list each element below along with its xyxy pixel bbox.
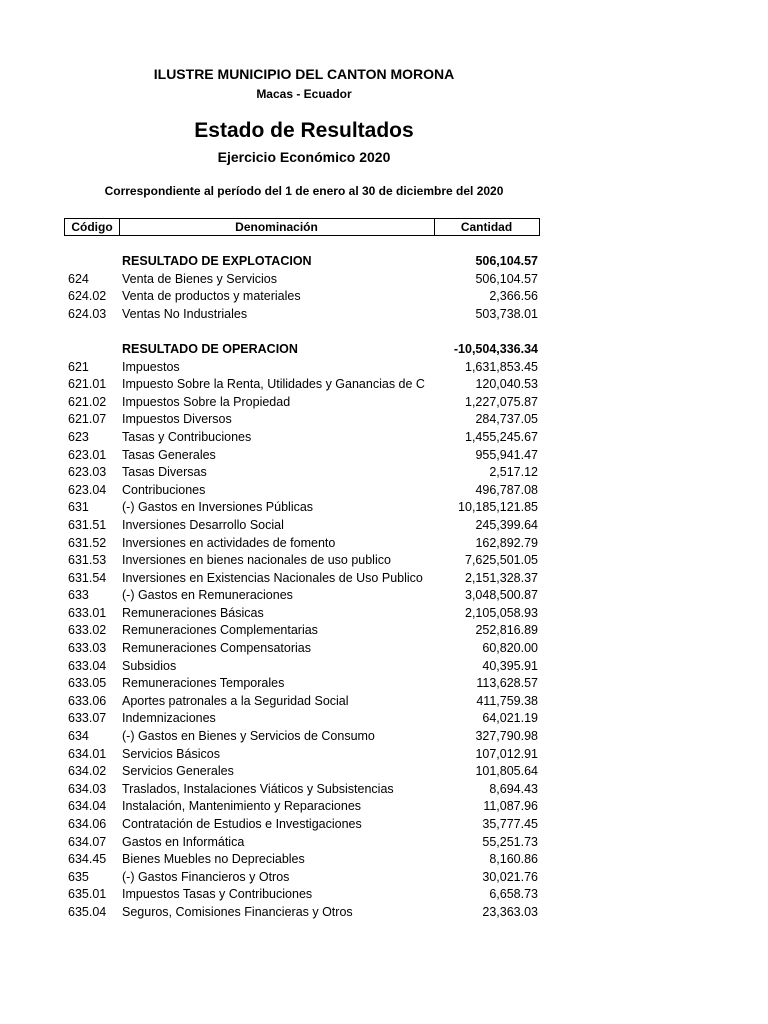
- row-denomination: RESULTADO DE EXPLOTACION: [122, 254, 312, 268]
- row-amount: 503,738.01: [475, 306, 538, 321]
- row-code: 634.07: [68, 834, 107, 849]
- table-row: [0, 622, 768, 640]
- row-amount: 506,104.57: [475, 254, 538, 268]
- row-denomination: Inversiones en actividades de fomento: [122, 535, 336, 550]
- row-code: 621.01: [68, 377, 107, 392]
- table-row: [0, 746, 768, 764]
- row-amount: 1,227,075.87: [465, 394, 538, 409]
- row-code: 621: [68, 359, 89, 374]
- row-amount: 60,820.00: [482, 641, 538, 656]
- row-denomination: Aportes patronales a la Seguridad Social: [122, 693, 349, 708]
- row-denomination: (-) Gastos Financieros y Otros: [122, 869, 290, 884]
- column-header-amount: Cantidad: [460, 220, 513, 234]
- row-denomination: Impuestos: [122, 359, 180, 374]
- row-amount: 30,021.76: [482, 869, 538, 884]
- page-subtitle: Ejercicio Económico 2020: [217, 149, 391, 165]
- row-denomination: Gastos en Informática: [122, 834, 245, 849]
- table-row: [0, 816, 768, 834]
- organization-name: ILUSTRE MUNICIPIO DEL CANTON MORONA: [153, 66, 455, 82]
- row-amount: 113,628.57: [476, 676, 538, 691]
- row-denomination: Impuestos Tasas y Contribuciones: [122, 887, 313, 902]
- period-text: Correspondiente al período del 1 de enero al 30 de diciembre del 2020: [104, 184, 504, 198]
- table-row: [0, 763, 768, 781]
- row-denomination: Tasas Diversas: [122, 465, 207, 480]
- row-code: 634.01: [68, 746, 107, 761]
- row-code: 634.02: [68, 764, 107, 779]
- row-amount: 40,395.91: [482, 658, 538, 673]
- row-amount: 10,185,121.85: [458, 500, 538, 515]
- table-row: [0, 904, 768, 922]
- row-code: 633.05: [68, 676, 107, 691]
- row-amount: 506,104.57: [475, 271, 538, 286]
- row-amount: 2,151,328.37: [465, 570, 538, 585]
- row-code: 623.01: [68, 447, 107, 462]
- table-row: [0, 869, 768, 887]
- table-row: [0, 570, 768, 588]
- row-amount: 1,631,853.45: [465, 359, 538, 374]
- section-total-row: [0, 341, 768, 359]
- table-row: [0, 640, 768, 658]
- row-amount: 2,366.56: [489, 289, 538, 304]
- table-row: [0, 605, 768, 623]
- row-code: 621.02: [68, 394, 107, 409]
- table-row: [0, 359, 768, 377]
- row-amount: 6,658.73: [489, 887, 538, 902]
- table-row: [0, 482, 768, 500]
- row-denomination: Indemnizaciones: [122, 711, 216, 726]
- row-denomination: Remuneraciones Básicas: [122, 605, 264, 620]
- row-amount: 284,737.05: [475, 412, 538, 427]
- row-amount: 252,816.89: [475, 623, 538, 638]
- table-row: [0, 306, 768, 324]
- row-denomination: Servicios Generales: [122, 764, 234, 779]
- page-title: Estado de Resultados: [194, 119, 414, 142]
- row-denomination: RESULTADO DE OPERACION: [122, 341, 298, 356]
- row-code: 633.02: [68, 623, 107, 638]
- row-denomination: (-) Gastos en Inversiones Públicas: [122, 500, 314, 515]
- row-code: 634.03: [68, 781, 107, 796]
- row-amount: 7,625,501.05: [465, 553, 538, 568]
- table-row: [0, 693, 768, 711]
- row-amount: 101,805.64: [475, 764, 538, 779]
- row-amount: 496,787.08: [475, 482, 538, 497]
- row-amount: -10,504,336.34: [453, 341, 538, 356]
- row-amount: 55,251.73: [482, 834, 538, 849]
- row-denomination: Traslados, Instalaciones Viáticos y Subsistencias: [122, 781, 394, 796]
- row-code: 623.03: [68, 465, 107, 480]
- row-amount: 2,517.12: [489, 465, 538, 480]
- table-row: [0, 447, 768, 465]
- row-code: 621.07: [68, 412, 107, 427]
- row-code: 635: [68, 869, 89, 884]
- row-denomination: Inversiones Desarrollo Social: [122, 517, 284, 532]
- row-amount: 2,105,058.93: [465, 605, 538, 620]
- table-row: [0, 499, 768, 517]
- table-row: [0, 535, 768, 553]
- row-code: 634.06: [68, 817, 107, 831]
- row-amount: 411,759.38: [476, 693, 538, 708]
- row-denomination: Remuneraciones Temporales: [122, 676, 285, 691]
- table-row: [0, 288, 768, 306]
- table-row: [0, 658, 768, 676]
- row-denomination: Impuestos Sobre la Propiedad: [122, 394, 291, 409]
- row-code: 633.06: [68, 693, 107, 708]
- row-amount: 1,455,245.67: [465, 429, 538, 444]
- column-header-code: Código: [65, 219, 120, 235]
- row-denomination: Contratación de Estudios e Investigaciones: [122, 817, 362, 831]
- row-denomination: Tasas Generales: [122, 447, 216, 462]
- row-denomination: Remuneraciones Compensatorias: [122, 641, 311, 656]
- row-amount: 23,363.03: [482, 904, 538, 919]
- column-header-denomination: Denominación: [119, 219, 435, 235]
- row-amount: 64,021.19: [482, 711, 538, 726]
- row-amount: 8,160.86: [489, 852, 538, 867]
- row-code: 634: [68, 729, 89, 744]
- row-amount: 35,777.45: [482, 817, 538, 831]
- row-denomination: Remuneraciones Complementarias: [122, 623, 318, 638]
- table-row: [0, 781, 768, 799]
- table-row: [0, 394, 768, 412]
- row-code: 633.01: [68, 605, 107, 620]
- row-code: 633: [68, 588, 89, 603]
- table-row: [0, 464, 768, 482]
- row-code: 633.04: [68, 658, 107, 673]
- row-denomination: Contribuciones: [122, 482, 206, 497]
- row-amount: 11,087.96: [483, 799, 538, 814]
- location: Macas - Ecuador: [256, 87, 352, 101]
- row-amount: 327,790.98: [475, 729, 538, 744]
- row-denomination: Servicios Básicos: [122, 746, 220, 761]
- row-code: 633.07: [68, 711, 107, 726]
- row-amount: 245,399.64: [475, 517, 538, 532]
- table-row: [0, 834, 768, 852]
- row-code: 631: [68, 500, 89, 515]
- table-row: [0, 798, 768, 816]
- row-denomination: Venta de productos y materiales: [122, 289, 301, 304]
- table-row: [0, 411, 768, 429]
- row-code: 631.51: [68, 517, 107, 532]
- row-denomination: Impuesto Sobre la Renta, Utilidades y Ganancias de C: [122, 377, 425, 392]
- row-amount: 120,040.53: [475, 377, 538, 392]
- row-code: 624.02: [68, 289, 107, 304]
- row-denomination: Seguros, Comisiones Financieras y Otros: [122, 904, 353, 919]
- table-row: [0, 675, 768, 693]
- row-denomination: (-) Gastos en Bienes y Servicios de Consumo: [122, 729, 375, 744]
- row-code: 635.04: [68, 904, 107, 919]
- table-row: [0, 271, 768, 289]
- table-row: [0, 552, 768, 570]
- row-denomination: Impuestos Diversos: [122, 412, 232, 427]
- row-denomination: Inversiones en Existencias Nacionales de Uso Publico: [122, 570, 423, 585]
- row-code: 634.04: [68, 799, 107, 814]
- row-denomination: Tasas y Contribuciones: [122, 429, 252, 444]
- table-row: [0, 886, 768, 904]
- row-denomination: Inversiones en bienes nacionales de uso publico: [122, 553, 391, 568]
- row-amount: 8,694.43: [489, 781, 538, 796]
- row-code: 624: [68, 271, 89, 286]
- table-row: [0, 517, 768, 535]
- table-row: [0, 851, 768, 869]
- row-code: 631.53: [68, 553, 107, 568]
- row-denomination: Subsidios: [122, 658, 177, 673]
- row-denomination: Venta de Bienes y Servicios: [122, 271, 277, 286]
- row-amount: 107,012.91: [475, 746, 538, 761]
- row-code: 624.03: [68, 306, 107, 321]
- table-row: [0, 728, 768, 746]
- row-amount: 3,048,500.87: [465, 588, 538, 603]
- row-amount: 955,941.47: [475, 447, 538, 462]
- row-code: 631.52: [68, 535, 107, 550]
- row-code: 631.54: [68, 570, 107, 585]
- row-amount: 162,892.79: [475, 535, 538, 550]
- results-table-body: [0, 253, 768, 922]
- table-row: [0, 429, 768, 447]
- row-code: 634.45: [68, 852, 107, 867]
- row-denomination: Bienes Muebles no Depreciables: [122, 852, 305, 867]
- table-row: [0, 710, 768, 728]
- row-code: 635.01: [68, 887, 107, 902]
- row-code: 623.04: [68, 482, 107, 497]
- section-total-row: [0, 253, 768, 271]
- table-row: [0, 587, 768, 605]
- row-denomination: (-) Gastos en Remuneraciones: [122, 588, 293, 603]
- row-code: 633.03: [68, 641, 107, 656]
- row-denomination: Ventas No Industriales: [122, 306, 248, 321]
- row-denomination: Instalación, Mantenimiento y Reparaciones: [122, 799, 362, 814]
- table-row: [0, 376, 768, 394]
- row-code: 623: [68, 429, 89, 444]
- table-header: [64, 218, 540, 236]
